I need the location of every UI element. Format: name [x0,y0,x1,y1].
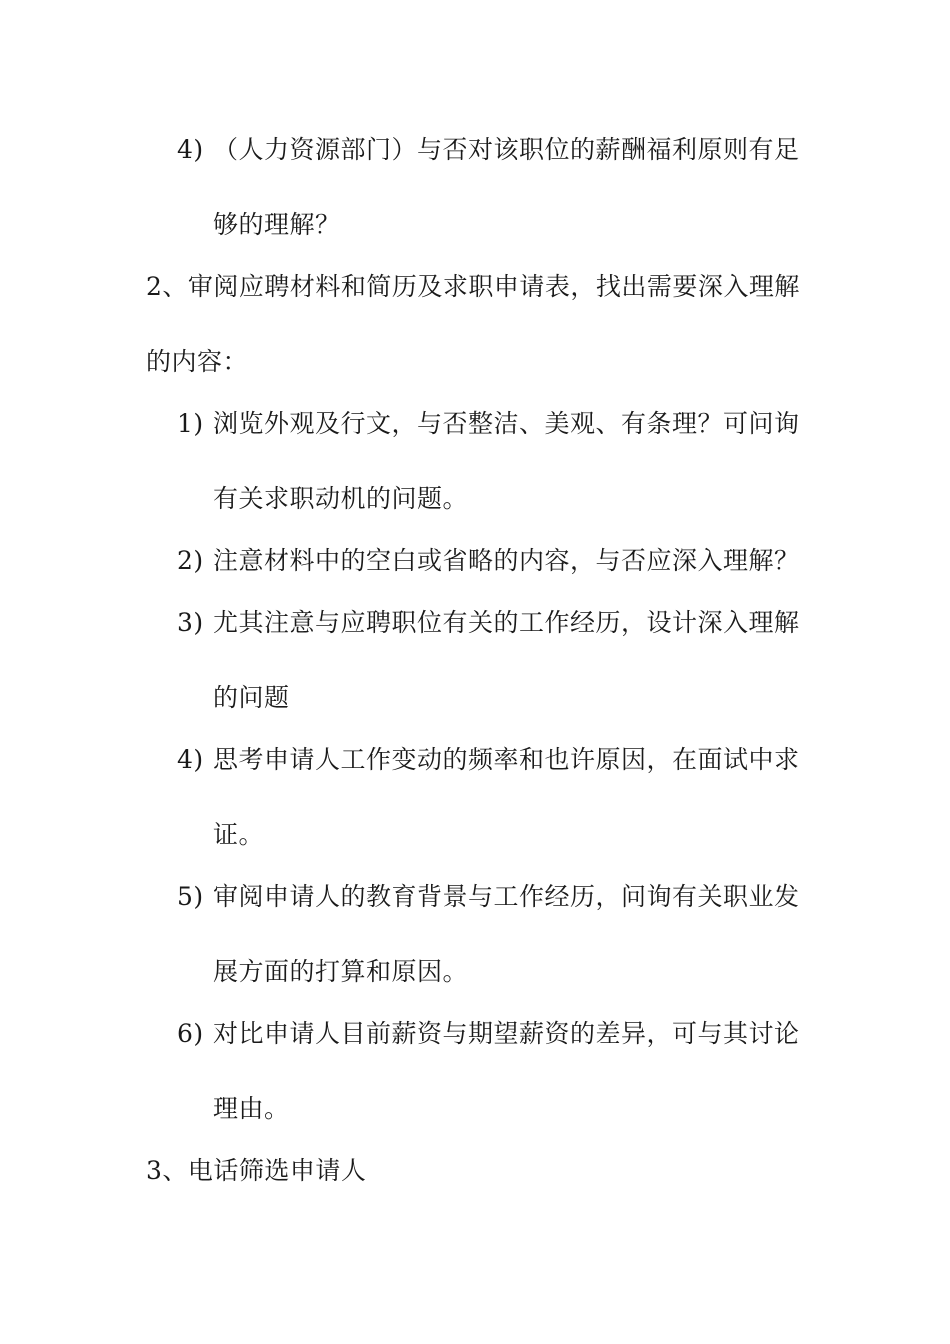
item-text: （人力资源部门）与否对该职位的薪酬福利原则有足 [213,135,800,164]
item-number: 6) [177,1019,204,1048]
list-item-6-line-1 [177,1017,800,1051]
list-item-4b-line-1 [177,743,800,777]
list-item-1-line-2: 有关求职动机的问题。 [213,484,469,513]
item-number: 4) [177,135,204,164]
list-item-4-line-1 [177,133,800,167]
item-text: 对比申请人目前薪资与期望薪资的差异，可与其讨论 [213,1019,800,1048]
item-text: 浏览外观及行文，与否整洁、美观、有条理？可问询 [213,409,800,438]
list-item-4-line-2: 够的理解？ [213,210,341,239]
list-item-5-line-2: 展方面的打算和原因。 [213,957,469,986]
list-item-3-line-2: 的问题 [213,683,290,712]
item-number: 1) [177,409,204,438]
item-text: 尤其注意与应聘职位有关的工作经历，设计深入理解 [213,608,800,637]
section-2-heading-line-1: 2、审阅应聘材料和简历及求职申请表，找出需要深入理解 [146,272,800,301]
section-2-heading-line-2: 的内容： [146,347,249,376]
list-item-3-line-1 [177,606,800,640]
item-text: 思考申请人工作变动的频率和也许原因，在面试中求 [213,745,800,774]
list-item-2-line-1 [177,544,800,578]
list-item-1-line-1 [177,407,800,441]
section-3-heading: 3、电话筛选申请人 [146,1156,367,1185]
item-number: 3) [177,608,204,637]
item-number: 5) [177,882,204,911]
item-number: 2) [177,546,204,575]
item-text: 注意材料中的空白或省略的内容，与否应深入理解？ [213,546,800,575]
list-item-6-line-2: 理由。 [213,1094,290,1123]
list-item-4b-line-2: 证。 [213,820,265,849]
item-text: 审阅申请人的教育背景与工作经历，问询有关职业发 [213,882,800,911]
list-item-5-line-1 [177,880,800,914]
item-number: 4) [177,745,204,774]
